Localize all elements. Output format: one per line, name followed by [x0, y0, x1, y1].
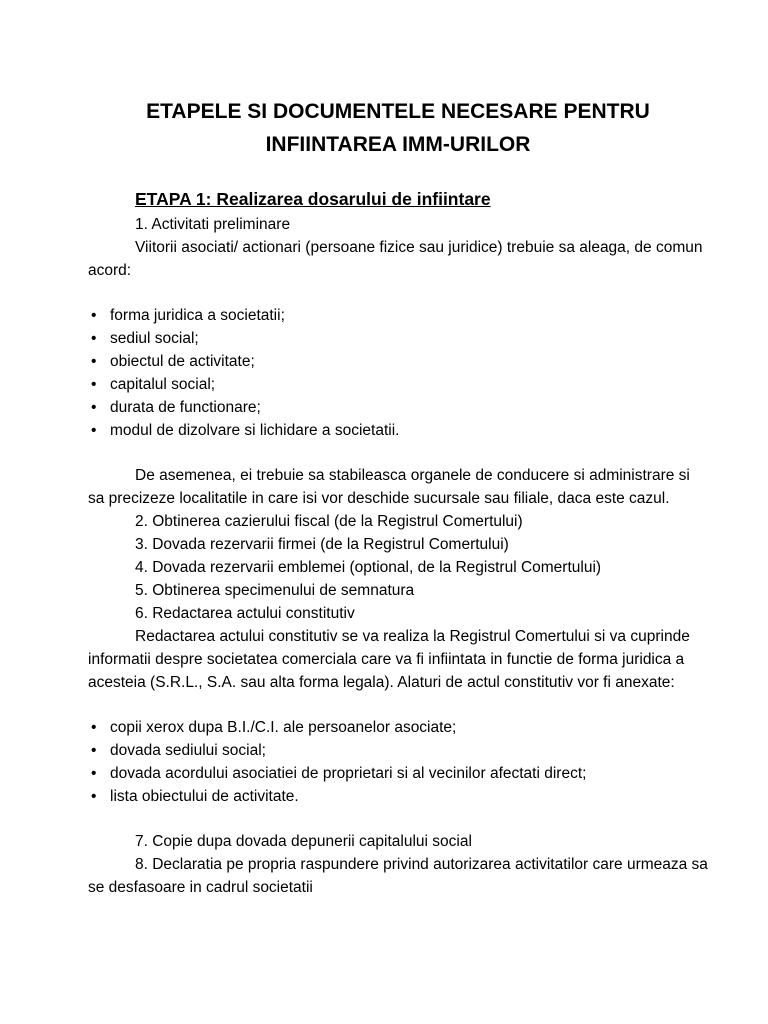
bullet-icon: • [91, 330, 97, 347]
bullet-icon: • [91, 788, 97, 805]
bullet-icon: • [91, 765, 97, 782]
list-item-text: dovada sediului social; [110, 742, 266, 759]
bullet-icon: • [91, 307, 97, 324]
step-7: 7. Copie dupa dovada depunerii capitalului social [135, 833, 472, 850]
list-item [88, 785, 708, 808]
list-item [88, 304, 708, 327]
list-item-text: forma juridica a societatii; [110, 307, 285, 324]
list-item-text: durata de functionare; [110, 399, 261, 416]
annex-list [88, 716, 708, 808]
title-line-1: ETAPELE SI DOCUMENTELE NECESARE PENTRU [146, 100, 650, 123]
step-8: 8. Declaratia pe propria raspundere privind autorizarea activitatilor care urmeaza sa se desfasoare in cadrul societatii [88, 856, 708, 896]
governance-paragraph: De asemenea, ei trebuie sa stabileasca organele de conducere si administrare si sa precizeze localitatile in care isi vor deschide sucursale sau filiale, daca este cazul. [88, 467, 690, 507]
bullet-icon: • [91, 399, 97, 416]
title-line-2: INFIINTAREA IMM-URILOR [265, 133, 531, 156]
intro-paragraph: Viitorii asociati/ actionari (persoane fizice sau juridice) trebuie sa aleaga, de comun acord: [88, 239, 703, 279]
list-item [88, 350, 708, 373]
step-2: 2. Obtinerea cazierului fiscal (de la Registrul Comertului) [135, 513, 523, 530]
list-item-text: dovada acordului asociatiei de proprietari si al vecinilor afectati direct; [110, 765, 587, 782]
requirements-list [88, 304, 708, 442]
document-title [88, 0, 708, 161]
list-item-text: obiectul de activitate; [110, 353, 255, 370]
list-item [88, 739, 708, 762]
list-item [88, 373, 708, 396]
bullet-icon: • [91, 376, 97, 393]
list-item-text: copii xerox dupa B.I./C.I. ale persoanelor asociate; [110, 719, 457, 736]
bullet-icon: • [91, 353, 97, 370]
articles-paragraph: Redactarea actului constitutiv se va realiza la Registrul Comertului si va cuprinde informatii despre societatea comerciala care va fi infiintata in functie de forma juridica a acesteia (S.R.L., S.A. sau alta forma legala). Alaturi de actul constitutiv vor fi anexate: [88, 628, 690, 691]
step-3: 3. Dovada rezervarii firmei (de la Registrul Comertului) [135, 536, 509, 553]
list-item [88, 716, 708, 739]
list-item [88, 396, 708, 419]
list-item [88, 762, 708, 785]
section-heading: ETAPA 1: Realizarea dosarului de infiintare [135, 189, 491, 209]
list-item-text: lista obiectului de activitate. [110, 788, 299, 805]
step-5: 5. Obtinerea specimenului de semnatura [135, 582, 415, 599]
bullet-icon: • [91, 742, 97, 759]
list-item-text: capitalul social; [110, 376, 216, 393]
list-item [88, 327, 708, 350]
step-1-heading: 1. Activitati preliminare [135, 216, 291, 233]
list-item-text: sediul social; [110, 330, 199, 347]
step-4: 4. Dovada rezervarii emblemei (optional, de la Registrul Comertului) [135, 559, 602, 576]
bullet-icon: • [91, 719, 97, 736]
list-item [88, 419, 708, 442]
bullet-icon: • [91, 422, 97, 439]
step-6: 6. Redactarea actului constitutiv [135, 605, 355, 622]
list-item-text: modul de dizolvare si lichidare a societatii. [110, 422, 400, 439]
